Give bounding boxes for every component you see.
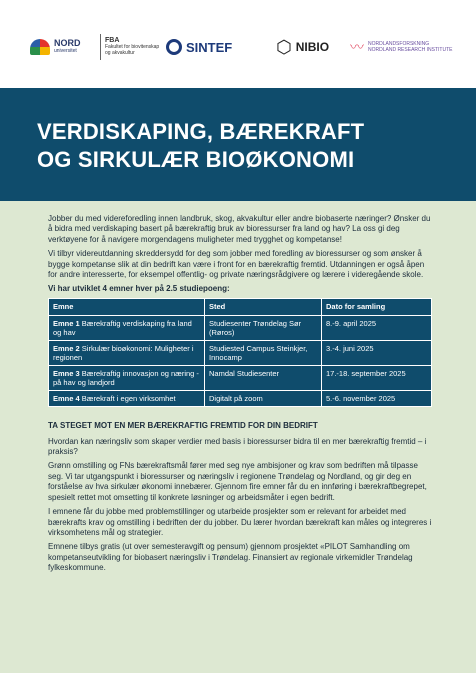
intro-paragraph-2: Vi tilbyr videreutdanning skreddersydd for deg som jobber med foredling av bioressurser og som ønsker å bygge kompetanse slik at din bedrift kan være i front for en bærekraftig fremtid. Utdanningen er også åpen for andre interesserte, for eksempel offentlig- og private næringsrådgivere og lærere i videregående skole. (48, 249, 425, 280)
table-row (49, 341, 432, 366)
courses-lead: Vi har utviklet 4 emner hver på 2.5 studiepoeng: (48, 284, 230, 294)
nord-sub: universitet (54, 48, 77, 54)
sintef-ring-icon (166, 39, 182, 55)
fba-logo (100, 34, 159, 60)
nibio-name: NIBIO (295, 40, 330, 54)
course-number: Emne 3 (53, 369, 80, 379)
fba-short: FBA (105, 37, 120, 44)
section-paragraph-3: I emnene får du jobbe med problemstillinger og utarbeide prosjekter som er relevant for arbeidet med bærekrafts krav og omstilling i bedriften der du jobber. Du lærer hvordan bærekraft kan måles og integreres i virksomhetens mål og strategier. (48, 507, 432, 537)
wave-icon: 〰 (350, 39, 364, 55)
sintef-name: SINTEF (186, 39, 233, 55)
fba-line2: og akvakultur (105, 50, 135, 56)
course-cell (49, 391, 205, 407)
header-emne: Emne (49, 298, 205, 315)
nf-line2: NORDLAND RESEARCH INSTITUTE (368, 47, 453, 53)
table-row (49, 366, 432, 391)
place-cell: Namdal Studiesenter (205, 366, 322, 391)
course-name: Bærekraftig innovasjon og næring - på hav og landjord (53, 369, 199, 388)
course-name: Sirkulær bioøkonomi: Muligheter i regionen (53, 344, 194, 363)
date-cell: 8.-9. april 2025 (322, 316, 432, 341)
nibio-hex-icon: ⬡ (276, 36, 292, 57)
section-heading: TA STEGET MOT EN MER BÆREKRAFTIG FREMTID FOR DIN BEDRIFT (48, 421, 318, 431)
title-line-2: OG SIRKULÆR BIOØKONOMI (37, 147, 355, 172)
nibio-logo (276, 34, 329, 60)
date-cell: 17.-18. september 2025 (322, 366, 432, 391)
title-line-1: VERDISKAPING, BÆREKRAFT (37, 119, 365, 144)
main-content (48, 214, 432, 578)
place-cell: Studiesenter Trøndelag Sør (Røros) (205, 316, 322, 341)
course-cell (49, 316, 205, 341)
course-cell (49, 341, 205, 366)
section-paragraph-2: Grønn omstilling og FNs bærekraftsmål fører med seg nye ambisjoner og krav som bedriften må tilpasse seg. Vi tar utgangspunkt i bioressurser og næringsliv i regionene Trøndelag og Nordland, og gir deg en forståelse av hva sirkulær økonomi innebærer. Gjennom fire emner får du en innføring i bærekraftbegrepet, spesielt rettet mot omsetting til konkrete løsninger og arbeidsmåter i egen bedrift. (48, 461, 427, 502)
logo-bar (0, 0, 476, 88)
sintef-logo (166, 34, 232, 60)
table-row (49, 316, 432, 341)
courses-table (48, 298, 432, 407)
course-number: Emne 4 (53, 394, 80, 404)
course-cell (49, 366, 205, 391)
fba-line1: Fakultet for biovitenskap (105, 44, 160, 50)
date-cell: 5.-6. november 2025 (322, 391, 432, 407)
section-paragraph-4: Emnene tilbys gratis (ut over semesteravgift og pensum) gjennom prosjektet «PILOT Samhandling om kompetanseutvikling for biobasert næringsliv i Trøndelag. Finansiert av regionale virkemidler Trøndelag fylkeskommune. (48, 542, 413, 573)
nord-mark-icon (30, 39, 50, 55)
nord-name: NORD (54, 38, 81, 48)
place-cell: Studiested Campus Steinkjer, Innocamp (205, 341, 322, 366)
section-paragraph-1: Hvordan kan næringsliv som skaper verdier med basis i bioressurser bidra til en mer bærekraftig fremtid – i praksis? (48, 436, 427, 457)
title-banner (0, 88, 476, 201)
course-name: Bærekraftig verdiskaping fra land og hav (53, 319, 192, 338)
date-cell: 3.-4. juni 2025 (322, 341, 432, 366)
nord-logo (30, 34, 81, 60)
course-number: Emne 1 (53, 319, 80, 329)
place-cell: Digitalt på zoom (205, 391, 322, 407)
header-dato: Dato for samling (322, 298, 432, 315)
nordlandsforskning-logo (350, 34, 452, 60)
page-title (37, 118, 457, 174)
table-header-row (49, 298, 432, 315)
nf-line1: NORDLANDSFORSKNING (368, 41, 430, 47)
header-sted: Sted (205, 298, 322, 315)
course-number: Emne 2 (53, 344, 80, 354)
table-row (49, 391, 432, 407)
intro-paragraph-1: Jobber du med videreforedling innen landbruk, skog, akvakultur eller andre biobaserte næringer? Ønsker du å bidra med verdiskaping basert på bærekraftig bruk av bioressurser fra land og hav? La oss gi deg verktøyene for å navigere morgendagens muligheter med trygghet og kompetanse! (48, 214, 431, 244)
course-name: Bærekraft i egen virksomhet (81, 394, 176, 404)
